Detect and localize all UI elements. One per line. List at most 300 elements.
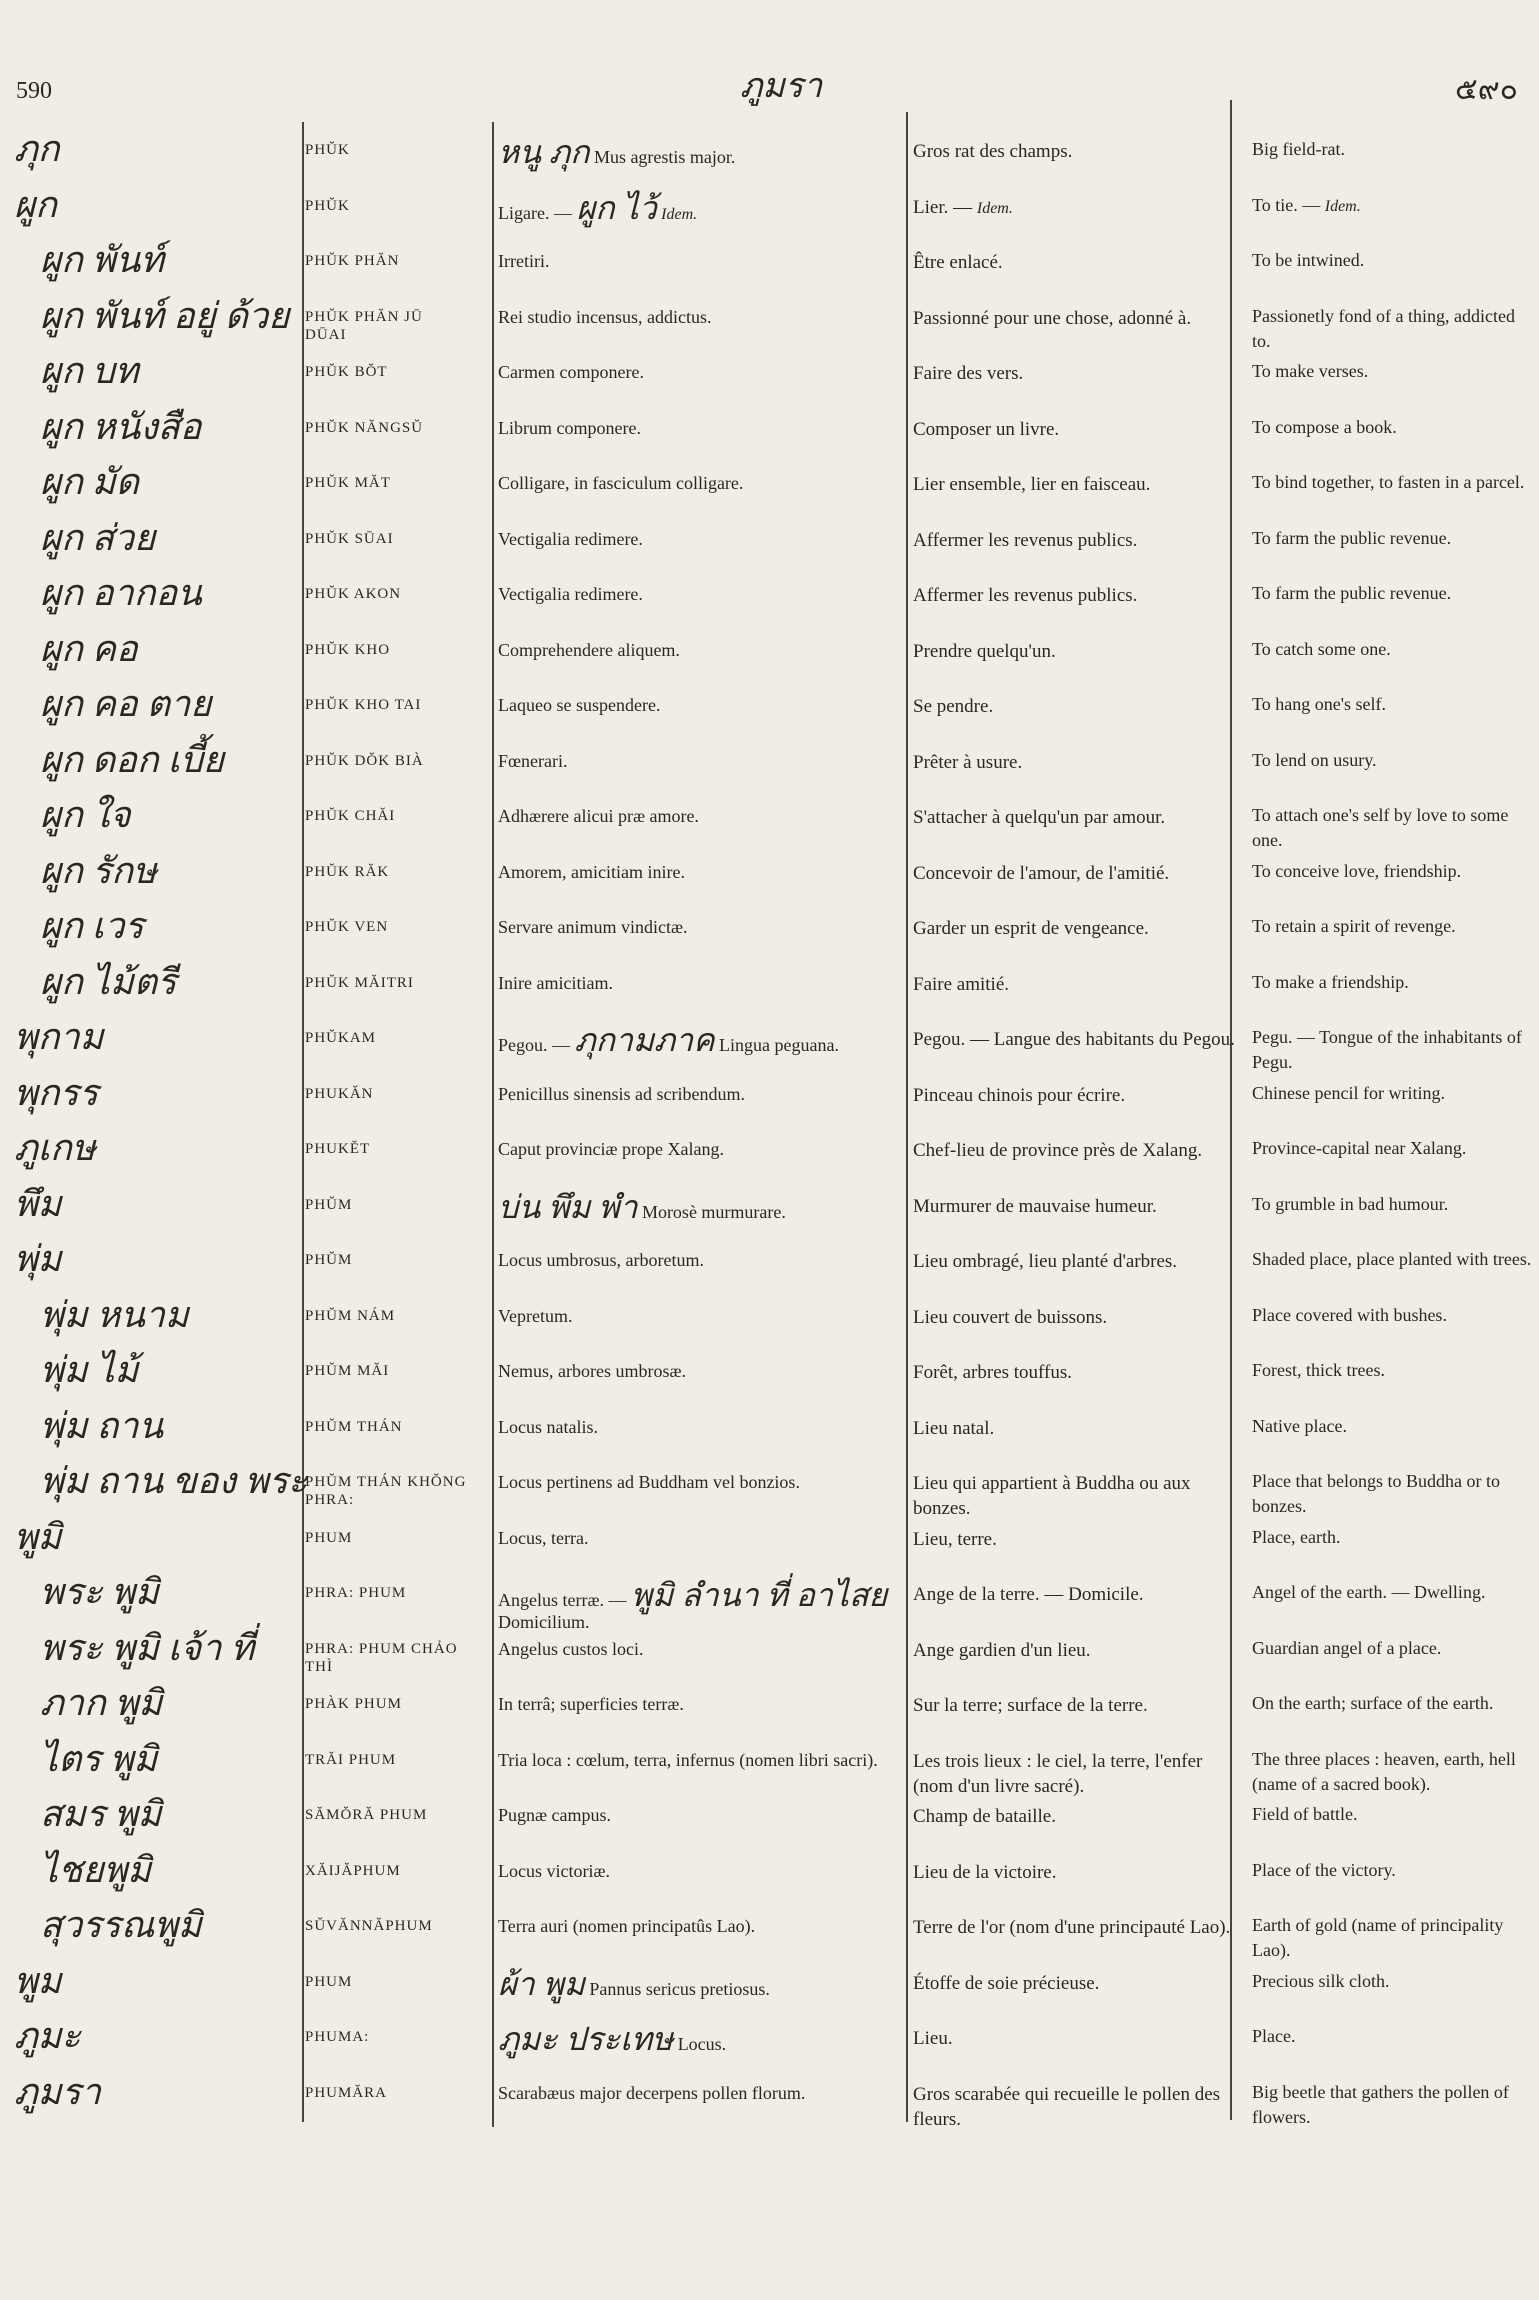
thai-headword: ภุก — [14, 129, 60, 169]
french-text: Se pendre. — [913, 696, 994, 717]
thai-headword: ผูก หนังสือ — [40, 406, 202, 447]
english-text: Angel of the earth. — Dwelling. — [1252, 1582, 1486, 1602]
english-text: Precious silk cloth. — [1252, 1970, 1390, 1991]
english-definition — [1252, 1025, 1534, 1075]
english-definition — [1252, 970, 1534, 995]
latin-definition — [498, 528, 906, 550]
english-text: To catch some one. — [1252, 638, 1391, 659]
french-definition — [913, 1027, 1238, 1052]
thai-headword: ผูก มัด — [40, 462, 139, 502]
english-definition — [1252, 415, 1534, 440]
english-definition — [1252, 1580, 1534, 1605]
french-definition — [913, 1249, 1238, 1274]
english-text: Passionetly fond of a thing, addicted to. — [1252, 305, 1515, 351]
french-definition — [913, 1971, 1238, 1996]
latin-definition — [498, 805, 906, 827]
romanization: SĂMŎRĂ PHUM — [305, 1807, 428, 1823]
english-text: Pegu. — Tongue of the inhabitants of Pegu. — [1252, 1027, 1522, 1072]
english-definition — [1252, 1636, 1534, 1661]
table-row — [0, 125, 1539, 180]
thai-headword: ผูก อากอน — [40, 573, 202, 613]
english-text: Place. — [1252, 2026, 1296, 2046]
french-definition — [913, 1083, 1238, 1108]
french-definition — [913, 195, 1238, 221]
french-definition — [913, 1305, 1238, 1330]
latin-definition — [498, 1965, 906, 2002]
french-definition — [913, 1860, 1238, 1885]
table-row — [0, 680, 1539, 735]
english-text: To make a friendship. — [1252, 971, 1409, 992]
table-row — [0, 1013, 1539, 1072]
table-row — [0, 1679, 1539, 1734]
french-definition — [913, 2082, 1238, 2132]
latin-text: Pegou. — — [498, 1035, 570, 1055]
english-definition — [1252, 248, 1534, 273]
french-text: S'attacher à quelqu'un par amour. — [913, 807, 1166, 828]
table-row — [0, 1291, 1539, 1346]
page-header — [0, 58, 1539, 108]
thai-headword: ผูก พันท์ — [40, 240, 164, 280]
english-text: To bind together, to fasten in a parcel. — [1252, 472, 1525, 492]
romanization: PHŬK KHO TAI — [305, 697, 422, 713]
table-row — [0, 1846, 1539, 1901]
latin-text: Tria loca : cœlum, terra, infernus (nomen libri sacri). — [498, 1749, 878, 1770]
english-definition — [1252, 1303, 1534, 1328]
latin-text: Ligare. — — [498, 202, 572, 223]
latin-text: Mus agrestis major. — [593, 147, 736, 167]
latin-text: Locus victoriæ. — [498, 1860, 610, 1881]
table-row — [0, 791, 1539, 850]
romanization: PHŬM THÁN — [305, 1418, 403, 1435]
latin-definition — [498, 972, 906, 994]
french-text: Pegou. — Langue des habitants du Pegou. — [913, 1029, 1235, 1050]
table-row — [0, 347, 1539, 402]
latin-definition — [498, 1138, 906, 1160]
english-text: Place covered with bushes. — [1252, 1304, 1447, 1325]
latin-text: Angelus terræ. — — [498, 1590, 627, 1610]
latin-thai-phrase: บ่น พึม พำ — [498, 1188, 638, 1225]
latin-text: Vectigalia redimere. — [498, 584, 643, 604]
english-text: Chinese pencil for writing. — [1252, 1082, 1445, 1103]
romanization: PHŬM NÁM — [305, 1307, 396, 1324]
latin-text: Pugnæ campus. — [498, 1805, 612, 1825]
thai-headword: สุวรรณพูมิ — [40, 1905, 202, 1945]
english-text: Big beetle that gathers the pollen of flowers. — [1252, 2081, 1509, 2127]
table-row — [0, 1346, 1539, 1401]
thai-headword: ผูก ดอก เบี้ย — [40, 739, 224, 780]
latin-text: Caput provinciæ prope Xalang. — [498, 1139, 724, 1159]
thai-headword: ผูก เวร — [40, 906, 144, 946]
thai-headword: ภูมะ — [14, 2016, 81, 2056]
latin-text: Fœnerari. — [498, 750, 568, 771]
french-definition — [913, 361, 1238, 386]
french-definition — [913, 1804, 1238, 1829]
latin-definition — [498, 1360, 906, 1382]
table-row — [0, 1069, 1539, 1124]
romanization: PHŬM — [305, 1252, 353, 1268]
romanization: PHUM — [305, 1529, 353, 1546]
latin-text-2: Domicilium. — [498, 1612, 590, 1632]
latin-text: Pannus sericus pretiosus. — [589, 1978, 770, 1999]
table-row — [0, 958, 1539, 1013]
latin-definition — [498, 306, 906, 328]
english-definition — [1252, 1525, 1534, 1550]
french-text: Étoffe de soie précieuse. — [913, 1972, 1100, 1994]
latin-definition — [498, 1022, 906, 1058]
latin-definition — [498, 861, 906, 883]
thai-headword: พุ่ม ถาน ของ พระ — [40, 1461, 308, 1501]
romanization: PHUM — [305, 1973, 353, 1990]
latin-definition — [498, 417, 906, 439]
french-definition — [913, 2026, 1238, 2051]
thai-headword: พูม — [14, 1960, 62, 2001]
english-text: To attach one's self by love to some one. — [1252, 805, 1509, 850]
english-definition — [1252, 859, 1534, 884]
french-text: Lieu qui appartient à Buddha ou aux bonzes. — [913, 1473, 1191, 1519]
romanization: SŬVĂNNĂPHUM — [305, 1918, 433, 1934]
english-definition — [1252, 748, 1534, 773]
latin-text-2: Idem. — [661, 205, 698, 223]
running-head: ภูมรา — [740, 68, 823, 105]
table-row — [0, 2068, 1539, 2130]
english-text: Forest, thick trees. — [1252, 1360, 1385, 1380]
french-definition — [913, 306, 1238, 331]
table-row — [0, 1568, 1539, 1632]
thai-headword: พึม — [14, 1183, 62, 1224]
latin-text-2: Lingua peguana. — [719, 1035, 839, 1055]
latin-definition — [498, 639, 906, 661]
thai-headword: ภูมรา — [14, 2071, 102, 2112]
latin-definition — [498, 1527, 906, 1549]
romanization: PHŬK NĂNGSŬ — [305, 419, 424, 436]
french-definition — [913, 139, 1238, 164]
table-row — [0, 1513, 1539, 1568]
romanization: PHŬK RĂK — [305, 863, 390, 880]
latin-definition — [498, 472, 906, 494]
latin-text: Vepretum. — [498, 1305, 573, 1326]
table-row — [0, 1402, 1539, 1457]
thai-headword: ผูก ไม้ตรี — [40, 961, 177, 1002]
latin-definition — [498, 2082, 906, 2104]
latin-text: Rei studio incensus, addictus. — [498, 306, 712, 327]
romanization: PHŬK MĂT — [305, 475, 391, 491]
romanization: PHŬK CHĂI — [305, 808, 396, 824]
thai-headword: พุ่ม หนาม — [40, 1294, 189, 1335]
english-definition — [1252, 193, 1534, 219]
table-row — [0, 514, 1539, 569]
english-definition — [1252, 1747, 1534, 1797]
english-definition — [1252, 1469, 1534, 1519]
latin-thai-phrase: ภูมะ ประเทษ — [498, 2021, 674, 2057]
romanization: PHŬK BŎT — [305, 364, 388, 380]
french-text: Lieu de la victoire. — [913, 1861, 1057, 1883]
english-text: Place, earth. — [1252, 1526, 1341, 1547]
table-row — [0, 1235, 1539, 1290]
romanization: PHŬKAM — [305, 1030, 377, 1046]
english-text: On the earth; surface of the earth. — [1252, 1693, 1494, 1713]
thai-headword: พระ พูมิ — [40, 1572, 159, 1612]
latin-definition — [498, 750, 906, 772]
french-text: Sur la terre; surface de la terre. — [913, 1695, 1148, 1716]
latin-text: Amorem, amicitiam inire. — [498, 861, 685, 882]
latin-definition — [498, 2021, 906, 2057]
romanization: PHŬK — [305, 142, 350, 158]
english-definition — [1252, 1358, 1534, 1383]
latin-thai-phrase: ผูก ไว้ — [576, 189, 657, 226]
french-definition — [913, 1138, 1238, 1163]
thai-headword: ผูก บท — [40, 351, 139, 391]
english-text: The three places : heaven, earth, hell (name of a sacred book). — [1252, 1748, 1516, 1794]
latin-text: Penicillus sinensis ad scribendum. — [498, 1083, 745, 1104]
romanization: PHŬK — [305, 197, 350, 214]
french-definition — [913, 1638, 1238, 1663]
english-text: To compose a book. — [1252, 416, 1397, 437]
french-text: Gros scarabée qui recueille le pollen des fleurs. — [913, 2083, 1221, 2130]
latin-definition — [498, 1083, 906, 1105]
english-definition — [1252, 304, 1534, 354]
english-definition — [1252, 637, 1534, 662]
english-definition — [1252, 1913, 1534, 1963]
english-text: To farm the public revenue. — [1252, 527, 1452, 548]
latin-text: Servare animum vindictæ. — [498, 917, 688, 937]
english-text: To hang one's self. — [1252, 694, 1386, 714]
table-row — [0, 236, 1539, 291]
english-definition — [1252, 1247, 1534, 1272]
english-text: Province-capital near Xalang. — [1252, 1138, 1467, 1158]
english-text: To grumble in bad humour. — [1252, 1193, 1449, 1214]
english-definition — [1252, 1802, 1534, 1827]
romanization: PHŬK AKON — [305, 586, 402, 602]
french-definition — [913, 1416, 1238, 1441]
latin-text: Adhærere alicui præ amore. — [498, 806, 699, 826]
latin-definition — [498, 1188, 906, 1225]
latin-definition — [498, 694, 906, 716]
english-definition — [1252, 692, 1534, 717]
table-row — [0, 181, 1539, 236]
thai-headword: ไตร พูมิ — [40, 1738, 158, 1779]
french-text: Prendre quelqu'un. — [913, 640, 1056, 662]
french-definition — [913, 1527, 1238, 1552]
thai-headword: พุ่ม ถาน — [40, 1405, 164, 1446]
romanization: PHŬK PHĂN JŪ DŪAI — [305, 308, 423, 343]
latin-text: Locus pertinens ad Buddham vel bonzios. — [498, 1472, 800, 1492]
latin-definition — [498, 134, 906, 170]
romanization: PHÀK PHUM — [305, 1696, 402, 1712]
romanization: PHUMĂRA — [305, 2084, 388, 2101]
english-definition — [1252, 1192, 1534, 1217]
french-text: Lier. — — [913, 196, 973, 218]
latin-text: Locus umbrosus, arboretum. — [498, 1250, 704, 1270]
thai-headword: ไชยพูมิ — [40, 1849, 152, 1890]
table-row — [0, 1180, 1539, 1235]
latin-thai-phrase: พูมิ ลำนา ที่ อาไสย — [630, 1577, 888, 1613]
romanization: PHŬK KHO — [305, 641, 391, 658]
latin-text: Locus natalis. — [498, 1416, 598, 1437]
french-definition — [913, 1360, 1238, 1385]
thai-headword: ผูก คอ ตาย — [40, 684, 212, 724]
english-text: Guardian angel of a place. — [1252, 1637, 1442, 1658]
thai-headword: ผูก — [14, 184, 57, 225]
french-definition — [913, 528, 1238, 553]
latin-definition — [498, 1915, 906, 1937]
french-text: Champ de bataille. — [913, 1806, 1056, 1827]
latin-text: Comprehendere aliquem. — [498, 639, 680, 660]
thai-headword: พุ่ม ไม้ — [40, 1350, 139, 1390]
latin-definition — [498, 916, 906, 938]
latin-definition — [498, 1804, 906, 1826]
english-text: Native place. — [1252, 1415, 1347, 1436]
french-text: Les trois lieux : le ciel, la terre, l'enfer (nom d'un livre sacré). — [913, 1750, 1203, 1797]
latin-definition — [498, 1471, 906, 1493]
english-definition — [1252, 470, 1534, 495]
french-definition — [913, 750, 1238, 775]
latin-definition — [498, 583, 906, 605]
english-idem: Idem. — [1324, 197, 1361, 215]
english-definition — [1252, 1969, 1534, 1994]
romanization: PHŬM MĂI — [305, 1363, 390, 1379]
french-definition — [913, 417, 1238, 442]
french-definition — [913, 694, 1238, 719]
romanization: PHŬK PHĂN — [305, 253, 400, 269]
table-row — [0, 1901, 1539, 1960]
french-text: Lieu, terre. — [913, 1528, 997, 1550]
french-text: Lieu couvert de buissons. — [913, 1306, 1108, 1328]
latin-text: Carmen componere. — [498, 362, 644, 382]
thai-headword: พุ่ม — [14, 1239, 62, 1279]
english-text: To make verses. — [1252, 361, 1369, 381]
latin-text: Vectigalia redimere. — [498, 528, 643, 549]
french-text: Pinceau chinois pour écrire. — [913, 1084, 1126, 1106]
english-definition — [1252, 1858, 1534, 1883]
french-text: Terre de l'or (nom d'une principauté Lao). — [913, 1917, 1231, 1938]
french-text: Être enlacé. — [913, 252, 1003, 273]
english-text: To lend on usury. — [1252, 749, 1377, 770]
french-definition — [913, 916, 1238, 941]
english-text: Big field-rat. — [1252, 139, 1345, 159]
french-text: Concevoir de l'amour, de l'amitié. — [913, 862, 1170, 884]
french-text: Passionné pour une chose, adonné à. — [913, 307, 1192, 329]
french-text: Faire amitié. — [913, 973, 1010, 995]
thai-headword: ผูก คอ — [40, 628, 138, 669]
french-text: Lieu natal. — [913, 1417, 995, 1439]
french-text: Chef-lieu de province près de Xalang. — [913, 1140, 1203, 1161]
table-row — [0, 736, 1539, 791]
table-row — [0, 403, 1539, 458]
latin-text: Colligare, in fasciculum colligare. — [498, 473, 744, 493]
table-row — [0, 625, 1539, 680]
english-text: To conceive love, friendship. — [1252, 860, 1462, 881]
english-definition — [1252, 581, 1534, 606]
english-definition — [1252, 526, 1534, 551]
english-definition — [1252, 1414, 1534, 1439]
english-definition — [1252, 1081, 1534, 1106]
latin-definition — [498, 1693, 906, 1715]
english-text: To tie. — — [1252, 194, 1321, 215]
table-row — [0, 1957, 1539, 2012]
latin-definition — [498, 1305, 906, 1327]
latin-thai-phrase: ผ้า พูม — [498, 1965, 585, 2002]
french-definition — [913, 1582, 1238, 1607]
table-row — [0, 847, 1539, 902]
table-row — [0, 458, 1539, 513]
thai-headword: ผูก พันท์ อยู่ ด้วย — [40, 295, 290, 336]
french-definition — [913, 1693, 1238, 1718]
english-definition — [1252, 2080, 1534, 2130]
romanization: PHRA: PHUM — [305, 1585, 407, 1601]
english-text: To farm the public revenue. — [1252, 583, 1452, 603]
french-text: Forêt, arbres touffus. — [913, 1362, 1073, 1383]
french-text: Ange de la terre. — Domicile. — [913, 1584, 1144, 1605]
french-definition — [913, 250, 1238, 275]
latin-text: In terrâ; superficies terræ. — [498, 1694, 684, 1714]
latin-text: Nemus, arbores umbrosæ. — [498, 1361, 686, 1381]
table-row — [0, 292, 1539, 351]
thai-headword: พุกรร — [14, 1072, 99, 1113]
french-definition — [913, 472, 1238, 497]
english-text: Earth of gold (name of principality Lao). — [1252, 1915, 1504, 1960]
english-text: Place of the victory. — [1252, 1859, 1396, 1880]
french-definition — [913, 972, 1238, 997]
latin-text: Laqueo se suspendere. — [498, 695, 661, 715]
french-text: Faire des vers. — [913, 363, 1024, 384]
french-definition — [913, 1915, 1238, 1940]
french-text: Affermer les revenus publics. — [913, 585, 1138, 606]
latin-text: Librum componere. — [498, 417, 641, 438]
romanization: PHUMA: — [305, 2029, 370, 2045]
english-definition — [1252, 137, 1534, 162]
french-text: Lieu ombragé, lieu planté d'arbres. — [913, 1251, 1178, 1272]
french-definition — [913, 639, 1238, 664]
latin-text: Locus, terra. — [498, 1527, 589, 1548]
romanization: PHRA: PHUM CHẢO THÌ — [305, 1640, 458, 1675]
latin-definition — [498, 250, 906, 272]
english-definition — [1252, 1136, 1534, 1161]
english-text: Shaded place, place planted with trees. — [1252, 1249, 1532, 1269]
french-definition — [913, 583, 1238, 608]
thai-headword: พุกาม — [14, 1017, 104, 1057]
french-text: Lier ensemble, lier en faisceau. — [913, 474, 1151, 495]
english-text: To be intwined. — [1252, 250, 1365, 270]
romanization: XĂIJĂPHUM — [305, 1862, 401, 1879]
french-text: Affermer les revenus publics. — [913, 529, 1138, 551]
thai-headword: พูมิ — [14, 1516, 62, 1557]
romanization: PHŬK SŪAI — [305, 530, 394, 547]
romanization: PHŬM THÁN KHŎNG PHRA: — [305, 1474, 467, 1508]
thai-headword: ผูก รักษ — [40, 850, 157, 891]
romanization: PHŬK MĂITRI — [305, 974, 414, 991]
table-row — [0, 2012, 1539, 2067]
english-definition — [1252, 914, 1534, 939]
french-text: Prêter à usure. — [913, 751, 1023, 773]
french-text: Lieu. — [913, 2028, 953, 2049]
french-text: Gros rat des champs. — [913, 141, 1073, 162]
thai-headword: สมร พูมิ — [40, 1794, 162, 1834]
table-row — [0, 1790, 1539, 1845]
page-number-right: ๕๙๐ — [1455, 73, 1518, 106]
french-text: Murmurer de mauvaise humeur. — [913, 1195, 1157, 1217]
latin-text: Inire amicitiam. — [498, 972, 613, 993]
latin-definition — [498, 1249, 906, 1271]
english-definition — [1252, 803, 1534, 853]
french-text: Composer un livre. — [913, 418, 1060, 440]
latin-thai-phrase: ภุกามภาค — [574, 1022, 715, 1058]
english-text: Field of battle. — [1252, 1804, 1358, 1824]
thai-headword: ภาก พูมิ — [40, 1683, 163, 1723]
latin-text: Morosè murmurare. — [641, 1201, 786, 1222]
latin-thai-phrase: หนู ภุก — [498, 134, 590, 170]
romanization: TRĂI PHUM — [305, 1751, 397, 1768]
table-row — [0, 902, 1539, 957]
